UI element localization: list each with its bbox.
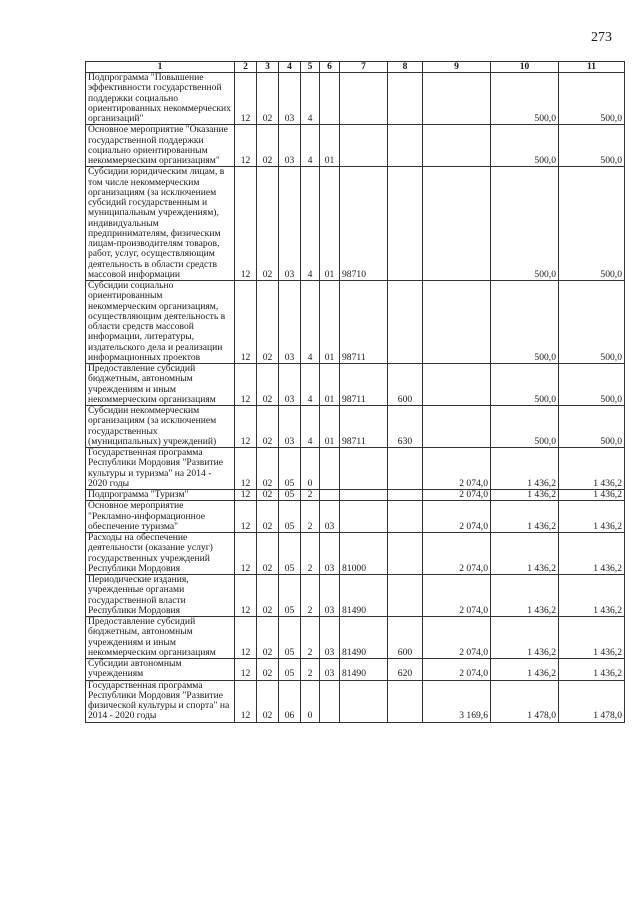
table-row — [86, 659, 625, 681]
cell-col-10: 1 436,2 — [491, 490, 559, 501]
cell-col-11: 500,0 — [559, 364, 625, 406]
cell-col-10: 500,0 — [491, 364, 559, 406]
table-row — [86, 501, 625, 533]
cell-col-2: 12 — [235, 659, 257, 681]
cell-col-8: 620 — [388, 659, 423, 681]
budget-table — [85, 61, 625, 723]
cell-col-8 — [388, 501, 423, 533]
cell-col-11: 1 478,0 — [559, 680, 625, 722]
cell-col-2: 12 — [235, 490, 257, 501]
cell-col-6 — [320, 448, 340, 490]
cell-col-9: 2 074,0 — [423, 659, 491, 681]
cell-col-9 — [423, 406, 491, 448]
cell-col-8: 630 — [388, 406, 423, 448]
cell-col-8 — [388, 167, 423, 281]
cell-col-9: 2 074,0 — [423, 501, 491, 533]
cell-col-5: 4 — [301, 406, 320, 448]
cell-col-3: 02 — [257, 533, 279, 575]
cell-col-9 — [423, 364, 491, 406]
cell-col-10: 500,0 — [491, 167, 559, 281]
cell-col-3: 02 — [257, 73, 279, 125]
cell-col-9 — [423, 73, 491, 125]
cell-col-3: 02 — [257, 617, 279, 659]
row-name-cell: Предоставление субсидий бюджетным, автономным учреждениям и иным некоммерческим организациям — [86, 364, 235, 406]
table-row — [86, 281, 625, 364]
cell-col-7: 98711 — [340, 281, 388, 364]
cell-col-8: 600 — [388, 617, 423, 659]
cell-col-2: 12 — [235, 281, 257, 364]
row-name-cell: Подпрограмма "Туризм" — [86, 490, 235, 501]
cell-col-9: 2 074,0 — [423, 575, 491, 617]
cell-col-5: 2 — [301, 501, 320, 533]
table-row — [86, 680, 625, 722]
cell-col-2: 12 — [235, 125, 257, 167]
cell-col-11: 500,0 — [559, 406, 625, 448]
cell-col-7: 81000 — [340, 533, 388, 575]
table-row — [86, 533, 625, 575]
cell-col-4: 03 — [279, 406, 301, 448]
row-name-cell: Подпрограмма "Повышение эффективности государственной поддержки социально ориентированных некоммерческих организаций" — [86, 73, 235, 125]
cell-col-3: 02 — [257, 406, 279, 448]
cell-col-6: 01 — [320, 125, 340, 167]
table-row — [86, 167, 625, 281]
cell-col-7 — [340, 501, 388, 533]
row-name-cell: Предоставление субсидий бюджетным, автономным учреждениям и иным некоммерческим организациям — [86, 617, 235, 659]
row-name-cell: Субсидии некоммерческим организациям (за исключением государственных (муниципальных) учреждений) — [86, 406, 235, 448]
cell-col-8 — [388, 490, 423, 501]
cell-col-5: 4 — [301, 167, 320, 281]
table-row — [86, 125, 625, 167]
page-number: 273 — [591, 30, 612, 45]
row-name-cell: Государственная программа Республики Мордовия "Развитие физической культуры и спорта" на 2014 - 2020 годы — [86, 680, 235, 722]
cell-col-3: 02 — [257, 167, 279, 281]
cell-col-4: 03 — [279, 125, 301, 167]
cell-col-6 — [320, 73, 340, 125]
cell-col-11: 500,0 — [559, 167, 625, 281]
cell-col-10: 1 436,2 — [491, 533, 559, 575]
cell-col-2: 12 — [235, 448, 257, 490]
cell-col-11: 500,0 — [559, 73, 625, 125]
row-name-cell: Субсидии автономным учреждениям — [86, 659, 235, 681]
column-header: 5 — [301, 62, 320, 73]
cell-col-7 — [340, 490, 388, 501]
cell-col-9: 2 074,0 — [423, 617, 491, 659]
cell-col-8 — [388, 680, 423, 722]
cell-col-3: 02 — [257, 281, 279, 364]
table-row — [86, 575, 625, 617]
cell-col-5: 2 — [301, 575, 320, 617]
cell-col-2: 12 — [235, 575, 257, 617]
row-name-cell: Основное мероприятие "Рекламно-информационное обеспечение туризма" — [86, 501, 235, 533]
cell-col-10: 500,0 — [491, 73, 559, 125]
cell-col-2: 12 — [235, 406, 257, 448]
cell-col-9 — [423, 281, 491, 364]
cell-col-11: 1 436,2 — [559, 501, 625, 533]
column-header: 1 — [86, 62, 235, 73]
cell-col-10: 1 436,2 — [491, 501, 559, 533]
cell-col-6: 01 — [320, 406, 340, 448]
cell-col-8 — [388, 448, 423, 490]
column-header: 6 — [320, 62, 340, 73]
cell-col-11: 1 436,2 — [559, 533, 625, 575]
cell-col-8 — [388, 73, 423, 125]
table-body — [86, 73, 625, 723]
cell-col-6: 01 — [320, 364, 340, 406]
cell-col-7: 98711 — [340, 364, 388, 406]
cell-col-9 — [423, 125, 491, 167]
cell-col-3: 02 — [257, 659, 279, 681]
cell-col-10: 1 436,2 — [491, 617, 559, 659]
column-header: 3 — [257, 62, 279, 73]
cell-col-5: 0 — [301, 448, 320, 490]
table-row — [86, 406, 625, 448]
column-header: 10 — [491, 62, 559, 73]
cell-col-4: 05 — [279, 490, 301, 501]
cell-col-6: 03 — [320, 659, 340, 681]
cell-col-7 — [340, 125, 388, 167]
cell-col-7: 81490 — [340, 617, 388, 659]
cell-col-6: 03 — [320, 575, 340, 617]
cell-col-2: 12 — [235, 533, 257, 575]
cell-col-4: 05 — [279, 575, 301, 617]
cell-col-3: 02 — [257, 575, 279, 617]
cell-col-8 — [388, 533, 423, 575]
cell-col-11: 1 436,2 — [559, 617, 625, 659]
cell-col-6: 01 — [320, 281, 340, 364]
cell-col-4: 05 — [279, 617, 301, 659]
cell-col-4: 05 — [279, 448, 301, 490]
cell-col-6: 01 — [320, 167, 340, 281]
cell-col-2: 12 — [235, 501, 257, 533]
column-header-row — [86, 62, 625, 73]
cell-col-6: 03 — [320, 533, 340, 575]
cell-col-5: 2 — [301, 659, 320, 681]
cell-col-5: 0 — [301, 680, 320, 722]
cell-col-5: 4 — [301, 281, 320, 364]
cell-col-5: 2 — [301, 617, 320, 659]
table-row — [86, 490, 625, 501]
cell-col-3: 02 — [257, 490, 279, 501]
cell-col-7: 98710 — [340, 167, 388, 281]
cell-col-7: 81490 — [340, 659, 388, 681]
cell-col-6 — [320, 680, 340, 722]
cell-col-3: 02 — [257, 448, 279, 490]
cell-col-7 — [340, 73, 388, 125]
cell-col-10: 1 436,2 — [491, 659, 559, 681]
cell-col-8 — [388, 125, 423, 167]
cell-col-11: 1 436,2 — [559, 659, 625, 681]
cell-col-11: 1 436,2 — [559, 575, 625, 617]
cell-col-9 — [423, 167, 491, 281]
cell-col-7 — [340, 680, 388, 722]
row-name-cell: Субсидии социально ориентированным некоммерческим организациям, осуществляющим деятельность в области средств массовой информации, литературы, издательского дела и реализации информационных проектов — [86, 281, 235, 364]
cell-col-9: 2 074,0 — [423, 533, 491, 575]
cell-col-11: 1 436,2 — [559, 448, 625, 490]
cell-col-9: 3 169,6 — [423, 680, 491, 722]
row-name-cell: Основное мероприятие "Оказание государственной поддержки социально ориентированным некоммерческим организациям" — [86, 125, 235, 167]
cell-col-7: 98711 — [340, 406, 388, 448]
cell-col-10: 1 478,0 — [491, 680, 559, 722]
cell-col-8 — [388, 575, 423, 617]
cell-col-6: 03 — [320, 501, 340, 533]
cell-col-7: 81490 — [340, 575, 388, 617]
cell-col-4: 05 — [279, 501, 301, 533]
cell-col-9: 2 074,0 — [423, 490, 491, 501]
column-header: 2 — [235, 62, 257, 73]
cell-col-6: 03 — [320, 617, 340, 659]
cell-col-6 — [320, 490, 340, 501]
cell-col-7 — [340, 448, 388, 490]
table-row — [86, 448, 625, 490]
cell-col-10: 1 436,2 — [491, 575, 559, 617]
cell-col-4: 05 — [279, 533, 301, 575]
row-name-cell: Периодические издания, учрежденные органами государственной власти Республики Мордовия — [86, 575, 235, 617]
cell-col-2: 12 — [235, 617, 257, 659]
table-row — [86, 73, 625, 125]
table-row — [86, 364, 625, 406]
cell-col-2: 12 — [235, 167, 257, 281]
cell-col-4: 03 — [279, 281, 301, 364]
cell-col-11: 1 436,2 — [559, 490, 625, 501]
cell-col-2: 12 — [235, 680, 257, 722]
column-header: 4 — [279, 62, 301, 73]
cell-col-5: 4 — [301, 73, 320, 125]
column-header: 11 — [559, 62, 625, 73]
cell-col-10: 500,0 — [491, 281, 559, 364]
cell-col-11: 500,0 — [559, 125, 625, 167]
cell-col-4: 03 — [279, 73, 301, 125]
row-name-cell: Расходы на обеспечение деятельности (оказание услуг) государственных учреждений Республики Мордовия — [86, 533, 235, 575]
cell-col-10: 500,0 — [491, 406, 559, 448]
cell-col-3: 02 — [257, 364, 279, 406]
cell-col-5: 2 — [301, 533, 320, 575]
cell-col-11: 500,0 — [559, 281, 625, 364]
column-header: 7 — [340, 62, 388, 73]
cell-col-4: 03 — [279, 167, 301, 281]
cell-col-3: 02 — [257, 501, 279, 533]
cell-col-4: 06 — [279, 680, 301, 722]
table-row — [86, 617, 625, 659]
cell-col-10: 1 436,2 — [491, 448, 559, 490]
cell-col-5: 4 — [301, 125, 320, 167]
cell-col-8: 600 — [388, 364, 423, 406]
cell-col-9: 2 074,0 — [423, 448, 491, 490]
cell-col-10: 500,0 — [491, 125, 559, 167]
row-name-cell: Государственная программа Республики Мордовия "Развитие культуры и туризма" на 2014 - 2020 годы — [86, 448, 235, 490]
column-header: 9 — [423, 62, 491, 73]
cell-col-2: 12 — [235, 73, 257, 125]
cell-col-4: 05 — [279, 659, 301, 681]
cell-col-5: 4 — [301, 364, 320, 406]
cell-col-8 — [388, 281, 423, 364]
row-name-cell: Субсидии юридическим лицам, в том числе некоммерческим организациям (за исключением субсидий государственным и муниципальным учреждениям), индивидуальным предпринимателям, физическим лицам-производителям товаров, работ, услуг, осуществляющим деятельность в области средств массовой информации — [86, 167, 235, 281]
cell-col-5: 2 — [301, 490, 320, 501]
cell-col-3: 02 — [257, 680, 279, 722]
cell-col-3: 02 — [257, 125, 279, 167]
cell-col-2: 12 — [235, 364, 257, 406]
cell-col-4: 03 — [279, 364, 301, 406]
column-header: 8 — [388, 62, 423, 73]
